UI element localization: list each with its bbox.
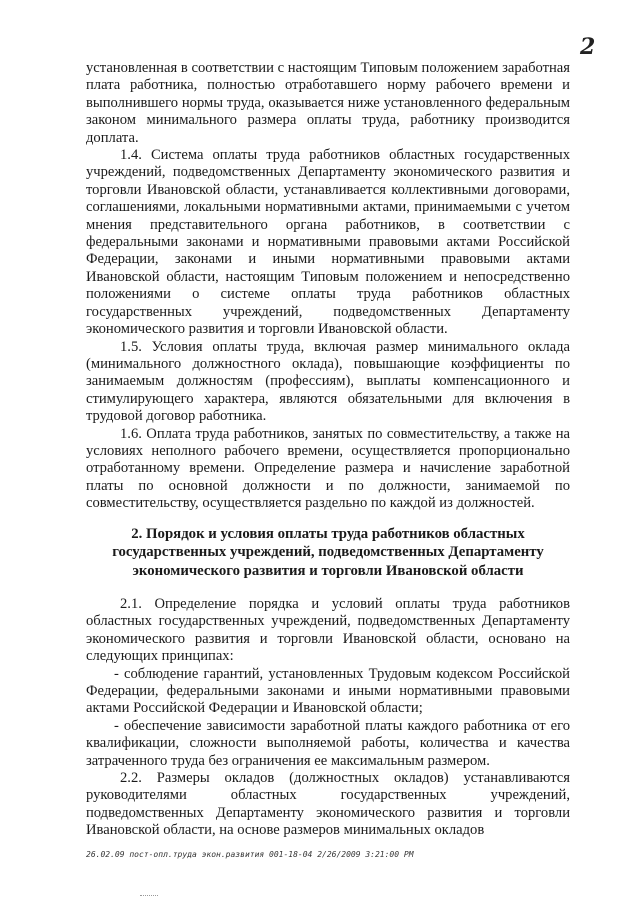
section-heading: 2. Порядок и условия оплаты труда работников областных государственных учреждений, подведомственных Департаменту экономического развития и торговли Ивановской области [112, 526, 544, 579]
list-item-guarantees: - соблюдение гарантий, установленных Трудовым кодексом Российской Федерации, федеральными законами и иными нормативными правовыми актами Российской Федерации и Ивановской области; [86, 665, 570, 717]
scan-specks [140, 895, 158, 898]
body-text-bottom [86, 596, 570, 840]
paragraph-1-6: 1.6. Оплата труда работников, занятых по совместительству, а также на условиях неполного рабочего времени, осуществляется пропорционально отработанному времени. Определение размера и начисление заработной платы по основной должности и по должности, занимаемой по совместительству, осуществляется раздельно по каждой из должностей. [86, 425, 570, 512]
paragraph-continuation: установленная в соответствии с настоящим Типовым положением заработная плата работника, полностью отработавшего норму рабочего времени и выполнившего нормы труда, оказывается ниже установленного федеральным законом минимального размера оплаты труда, работнику производится доплата. [86, 60, 570, 146]
paragraph-1-5: 1.5. Условия оплаты труда, включая размер минимального оклада (минимального должностного оклада), повышающие коэффициенты по занимаемым должностям (профессиям), выплаты компенсационного и стимулирующего характера, являются обязательными для включения в трудовой договор работника. [86, 338, 570, 425]
list-item-dependency: - обеспечение зависимости заработной платы каждого работника от его квалификации, сложности выполняемой работы, количества и качества затраченного труда без ограничения ее максимальным размером. [86, 717, 570, 769]
page-number: 2 [580, 34, 596, 60]
paragraph-2-1: 2.1. Определение порядка и условий оплаты труда работников областных государственных учреждений, подведомственных Департаменту экономического развития и торговли Ивановской области, основано на следующих принципах: [86, 596, 570, 665]
paragraph-2-2: 2.2. Размеры окладов (должностных окладов) устанавливаются руководителями областных государственных учреждений, подведомственных Департаменту экономического развития и торговли Ивановской области, на основе размеров минимальных окладов [86, 770, 570, 839]
paragraph-1-4: 1.4. Система оплаты труда работников областных государственных учреждений, подведомственных Департаменту экономического развития и торговли Ивановской области, устанавливается коллективными договорами, соглашениями, локальными нормативными актами, принимаемыми с учетом мнения представительного органа работников, в соответствии с федеральными законами и нормативными правовыми актами Российской Федерации, законами и иными нормативными правовыми актами Ивановской области, настоящим Типовым положением и непосредственно положениями о системе оплаты труда работников областных государственных учреждений, подведомственных Департаменту экономического развития и торговли Ивановской области. [86, 147, 570, 338]
body-text-top [86, 60, 570, 513]
document-footer: 26.02.09 пост-опл.труда экон.развития 001-18-04 2/26/2009 3:21:00 PM [86, 850, 414, 859]
